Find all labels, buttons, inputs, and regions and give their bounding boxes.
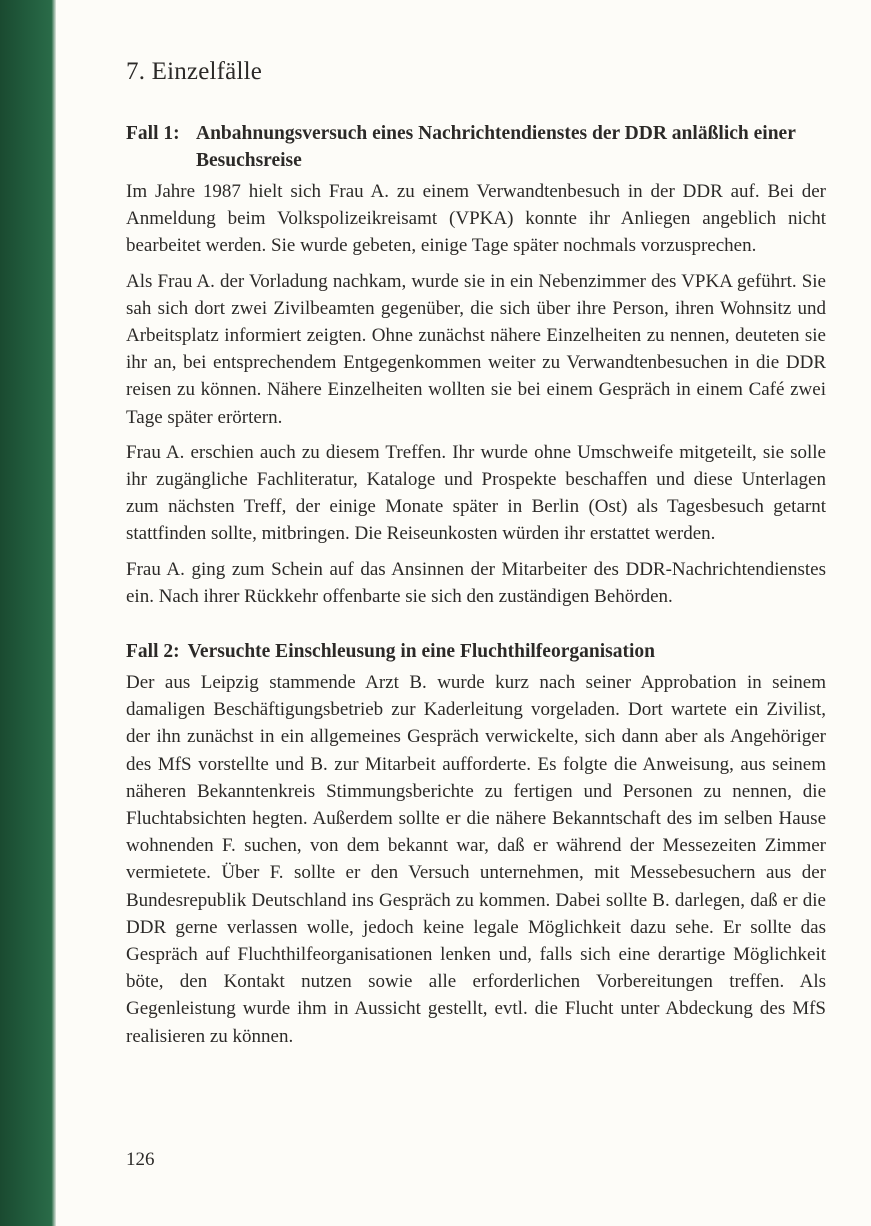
case1-paragraph: Frau A. erschien auch zu diesem Treffen. Ihr wurde ohne Umschweife mitgeteilt, sie solle ihr zugängliche Fachliteratur, Kataloge und Prospekte beschaffen und diese Unterlagen zum nächsten Treff, der einige Monate später in Berlin (Ost) als Tagesbesuch getarnt stattfinden sollte, mitbringen. Die Reiseunkosten würden ihr erstattet werden.: [126, 441, 826, 545]
case1-paragraph: Als Frau A. der Vorladung nachkam, wurde sie in ein Nebenzimmer des VPKA geführt. Sie sah sich dort zwei Zivilbeamten gegenüber, die sich über ihre Person, ihren Wohnsitz und Arbeitsplatz informiert zeigten. Ohne zunächst nähere Einzelheiten zu nennen, deuteten sie ihr an, bei entsprechendem Entgegenkommen weiter zu Verwandtenbesuchen in die DDR reisen zu können. Nähere Einzelheiten wollten sie bei einem Gespräch in einem Café zwei Tage später erörtern.: [126, 270, 826, 428]
chapter-title: 7. Einzelfälle: [126, 58, 263, 85]
page-edge-band: [0, 0, 56, 1226]
page-number: 126: [126, 1149, 155, 1170]
page-content: [126, 52, 826, 1058]
case2-label: Fall 2:: [126, 641, 180, 663]
case1-paragraph: Frau A. ging zum Schein auf das Ansinnen der Mitarbeiter des DDR-Nachrichtendienstes ein. Nach ihrer Rückkehr offenbarte sie sich den zuständigen Behörden.: [126, 558, 826, 607]
case1-paragraph: Im Jahre 1987 hielt sich Frau A. zu einem Verwandtenbesuch in der DDR auf. Bei der Anmeldung beim Volkspolizeikreisamt (VPKA) konnte ihr Anliegen angeblich nicht bearbeitet werden. Sie wurde gebeten, einige Tage später nochmals vorzusprechen.: [126, 181, 826, 257]
case1-label: Fall 1:: [126, 123, 180, 144]
case1-title: Anbahnungsversuch eines Nachrichtendienstes der DDR anläßlich einer Besuchsreise: [196, 123, 796, 171]
case2-heading: [126, 638, 826, 665]
case2-paragraph: Der aus Leipzig stammende Arzt B. wurde kurz nach seiner Approbation in seinem damaligen Beschäftigungsbetrieb zur Kaderleitung vorgeladen. Dort wartete ein Zivilist, der ihn zunächst in ein allgemeines Gespräch verwickelte, sich dann aber als Angehöriger des MfS vorstellte und B. zur Mitarbeit aufforderte. Es folgte die Anweisung, aus seinem näheren Bekanntenkreis Stimmungsberichte zu fertigen und Personen zu nennen, die Fluchtabsichten hegten. Außerdem sollte er die nähere Bekanntschaft des im selben Hause wohnenden F. suchen, von dem bekannt war, daß er während der Messezeiten Zimmer vermietete. Über F. sollte er den Versuch unternehmen, mit Messebesuchern aus der Bundesrepublik Deutschland ins Gespräch zu kommen. Dabei sollte B. darlegen, daß er die DDR gerne verlassen wolle, jedoch keine legale Möglichkeit dazu sehe. Er sollte das Gespräch auf Fluchthilfeorganisationen lenken und, falls sich eine derartige Möglichkeit böte, den Kontakt nutzen sowie alle erforderlichen Vorbereitungen treffen. Als Gegenleistung wurde ihm in Aussicht gestellt, evtl. die Flucht unter Abdeckung des MfS realisieren zu können.: [126, 672, 826, 1047]
case1-heading: [126, 120, 826, 174]
case2-title: Versuchte Einschleusung in eine Fluchthilfeorganisation: [187, 641, 655, 663]
